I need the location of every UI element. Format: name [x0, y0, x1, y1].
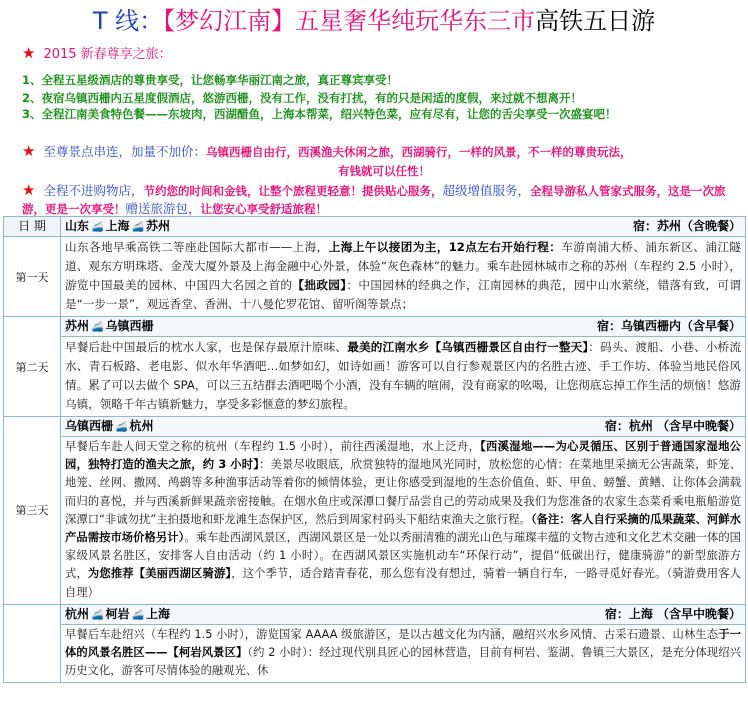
feature-3: 3、全程江南美食特色餐——东坡肉，西湖醋鱼，上海本帮菜，绍兴特色菜，应有尽有，让您的舌尖享受一次盛宴吧！ — [22, 107, 617, 121]
highlights-text: 乌镇西栅自由行，西溪渔夫休闲之旅，西湖骑行，一样的风景，不一样的尊贵玩法， — [205, 145, 632, 159]
table-header-row — [4, 217, 746, 237]
route-row — [61, 417, 745, 437]
route-row — [61, 317, 745, 337]
route-row — [61, 605, 745, 625]
route: 杭州 🚄 柯岩 🚄 上海 — [65, 606, 170, 621]
stay-info: 宿：苏州（含晚餐） — [632, 219, 741, 233]
page-title — [0, 4, 748, 38]
intro-text: 2015 新春尊享之旅： — [43, 47, 172, 62]
train-icon: 🚄 — [131, 222, 144, 233]
train-icon: 🚄 — [115, 422, 128, 433]
service-text-5: 让您安心享受舒适旅程！ — [200, 202, 328, 216]
service-text-1: 节约您的时间和金钱，让整个旅程更轻意！提供贴心服务， — [143, 184, 443, 198]
intro-line — [22, 44, 172, 64]
day-description: 早餐后赴中国最后的枕水人家，也是保存最原汁原味、最美的江南水乡【乌镇西栅景区自由行一整天】：码头、渡船、小巷、小桥流水、青石板路、老电影、似水年华酒吧…如梦如幻，如诗如画！游客可以自行参观景区内的名胜古迹、手工作坊、体验当地民俗风情。累了可以去做个 SPA，可以三五结群去酒吧喝个小酒，没有车辆的喧闹，没有商家的吆喝，让您彻底忘掉工作生活的烦恼！悠游乌镇，领略千年古镇新魅力，享受多彩惬意的梦幻旅程。 — [65, 340, 741, 411]
star-icon: ★ — [22, 142, 36, 160]
train-icon: 🚄 — [91, 222, 104, 233]
train-icon: 🚄 — [91, 322, 104, 333]
day-label: 第三天 — [4, 417, 61, 605]
stay-info: 宿：上海 （含早中晚餐） — [604, 606, 741, 621]
day-label: 第一天 — [4, 237, 61, 317]
section-highlights — [22, 136, 746, 181]
route: 山东 🚄 上海 🚄 苏州 — [65, 219, 170, 233]
service-text-3: 全程导游私人管家式服务，这是一次旅游，更是一次享受！ — [22, 184, 726, 216]
table-row — [4, 317, 746, 417]
stay-info: 宿：杭州 （含早中晚餐） — [604, 419, 741, 433]
day-description: 早餐后车赴绍兴（车程约 1.5 小时），游览国家 AAAA 级旅游区，是以古越文化为内涵，融绍兴水乡风情、古采石遗景、山林生态于一体的风景名胜区——【柯岩风景区】（约 2 小时）：经过现代别具匠心的园林营造，目前有柯岩、鉴湖、鲁镇三大景区，是充分体现绍兴历史文化，游客可尽情体验的融观光、休 — [65, 627, 741, 678]
table-row — [4, 417, 746, 605]
day-description: 早餐后车赴人间天堂之称的杭州（车程约 1.5 小时），前往西溪湿地，水上泛舟，【西溪湿地——为心灵循压、区别于普通国家湿地公园，独特打造的渔夫之旅，约 3 小时】：美景尽收眼底，欣赏独特的湿地风光同时，放松您的心情：在菜地里采摘无公害蔬菜，虾笼、地笼、丝网、撒网、鸬鹚等多种渔事活动等着你的倾情体验，更让你感受到湿地的生态价值鱼、虾、甲鱼、螃蟹、黄鳝、让你体会满载而归的喜悦，并与西溪新鲜果蔬亲密接触。在烟水鱼庄或深潭口餐厅品尝自己的劳动成果及我们为您准备的农家生态菜肴乘电瓶船游览深潭口“非诚勿扰”主拍摄地和虾龙滩生态保护区，然后到周家村码头下船结束渔夫之旅行程。（备注：客人自行采摘的瓜果蔬菜、河鲜水产品需按市场价格另计）。乘车赴西湖风景区，西湖风景区是一处以秀丽清雅的湖光山色与璀璨丰蕴的文物古迹和文化艺术交融一体的国家级风景名胜区，安排客人自由活动（约 1 小时）。在西湖风景区实施机动车“环保行动”，提倡“低碳出行，健康骑游”的新型旅游方式，为您推荐【美丽西湖区骑游】，这个季节，适合踏青春花，那么您有没有想过，骑着一辆自行车，一路寻觅好春光。（骑游费用客人自理） — [65, 440, 741, 599]
star-icon: ★ — [22, 181, 36, 199]
train-icon: 🚄 — [131, 609, 144, 621]
section-service — [22, 182, 748, 218]
feature-2: 2、夜宿乌镇西栅内五星度假酒店，悠游西栅，没有工作，没有打扰，有的只是闲适的度假，来过就不想离开！ — [22, 91, 582, 105]
route: 乌镇西栅 🚄 杭州 — [65, 419, 154, 433]
table-row — [4, 604, 746, 683]
feature-1: 1、全程五星级酒店的尊贵享受，让您畅享华丽江南之旅，真正尊宾享受！ — [22, 73, 398, 87]
title-suffix: 高铁五日游 — [535, 7, 656, 35]
star-icon: ★ — [22, 44, 36, 62]
highlights-lead: 至尊景点串连，加量不加价： — [43, 144, 206, 159]
service-text-4: 赠送旅游包， — [125, 201, 201, 216]
route: 苏州 🚄 乌镇西栅 — [65, 319, 154, 333]
service-lead: 全程不进购物店， — [43, 183, 144, 198]
train-icon: 🚄 — [91, 609, 104, 621]
day-label: 第二天 — [4, 317, 61, 417]
itinerary-table — [3, 216, 746, 683]
title-prefix: T 线： — [92, 7, 164, 35]
stay-info: 宿：乌镇西栅内（含早餐） — [596, 319, 741, 333]
day-description: 山东各地早乘高铁二等座赴国际大都市——上海，上海上午以接团为主，12点左右开始行程：车游南浦大桥、浦东新区、浦江隧道、观东方明珠塔、金茂大厦外景及上海金融中心外景，体验“灰色森林”的魅力。乘车赴园林城市之称的苏州（车程约 2.5 小时），游览中国最美的园林、中国四大名园之首的【拙政园】：中国园林的经典之作，江南园林的典范，园中山水萦绕，错落有致，可谓是“一步一景”，观远香堂、香洲、十八曼佗罗花馆、留听阁等景点； — [65, 240, 741, 311]
header-day: 日 期 — [4, 217, 61, 237]
route-row — [61, 217, 745, 236]
service-text-2: 超级增值服务， — [442, 183, 530, 198]
title-highlight: 【梦幻江南】五星奢华纯玩华东三市 — [163, 7, 536, 35]
highlights-text-2: 有钱就可以任性！ — [338, 164, 430, 178]
table-row — [4, 237, 746, 317]
day-label — [4, 604, 61, 683]
